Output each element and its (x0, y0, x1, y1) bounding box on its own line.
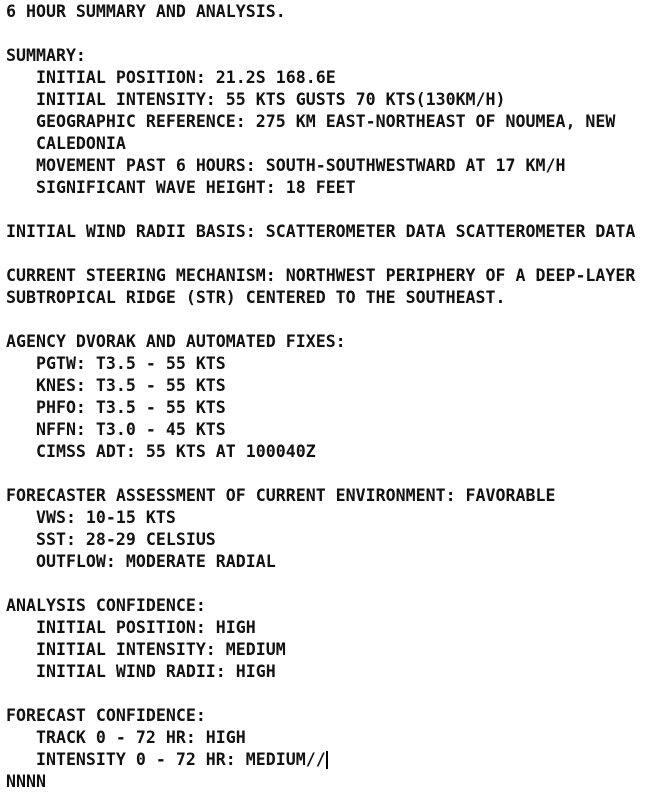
line-fix-cimss-adt: CIMSS ADT: 55 KTS AT 100040Z (6, 442, 316, 461)
line-initial-intensity: INITIAL INTENSITY: 55 KTS GUSTS 70 KTS(130KM/H) (6, 90, 506, 109)
line-six-hour-summary-heading: 6 HOUR SUMMARY AND ANALYSIS. (6, 2, 286, 21)
line-summary-heading: SUMMARY: (6, 46, 86, 65)
line-geographic-reference: GEOGRAPHIC REFERENCE: 275 KM EAST-NORTHEAST OF NOUMEA, NEW (6, 112, 616, 131)
line-fix-pgtw: PGTW: T3.5 - 55 KTS (6, 354, 226, 373)
line-geographic-reference-wrap: CALEDONIA (6, 134, 126, 153)
line-fix-nffn: NFFN: T3.0 - 45 KTS (6, 420, 226, 439)
text-caret (326, 751, 328, 769)
line-steering-mechanism: CURRENT STEERING MECHANISM: NORTHWEST PERIPHERY OF A DEEP-LAYER (6, 266, 636, 285)
line-initial-position: INITIAL POSITION: 21.2S 168.6E (6, 68, 336, 87)
line-sst: SST: 28-29 CELSIUS (6, 530, 216, 549)
line-analysis-initial-intensity: INITIAL INTENSITY: MEDIUM (6, 640, 286, 659)
line-vws: VWS: 10-15 KTS (6, 508, 176, 527)
line-blank (6, 573, 645, 595)
line-wind-radii-basis: INITIAL WIND RADII BASIS: SCATTEROMETER DATA SCATTEROMETER DATA (6, 222, 636, 241)
line-analysis-confidence-heading: ANALYSIS CONFIDENCE: (6, 596, 206, 615)
line-fix-knes: KNES: T3.5 - 55 KTS (6, 376, 226, 395)
line-blank (6, 463, 645, 485)
line-analysis-initial-position: INITIAL POSITION: HIGH (6, 618, 256, 637)
line-forecast-confidence-heading: FORECAST CONFIDENCE: (6, 706, 206, 725)
line-significant-wave-height: SIGNIFICANT WAVE HEIGHT: 18 FEET (6, 178, 356, 197)
line-forecast-intensity (6, 749, 645, 771)
line-blank (6, 23, 645, 45)
line-forecast-track: TRACK 0 - 72 HR: HIGH (6, 728, 246, 747)
line-blank (6, 683, 645, 705)
line-steering-mechanism-wrap: SUBTROPICAL RIDGE (STR) CENTERED TO THE SOUTHEAST. (6, 288, 506, 307)
line-agency-fixes-heading: AGENCY DVORAK AND AUTOMATED FIXES: (6, 332, 346, 351)
line-blank (6, 309, 645, 331)
line-forecaster-assessment: FORECASTER ASSESSMENT OF CURRENT ENVIRONMENT: FAVORABLE (6, 486, 556, 505)
line-nnnn: NNNN (6, 772, 46, 791)
line-movement-past-6-hours: MOVEMENT PAST 6 HOURS: SOUTH-SOUTHWESTWARD AT 17 KM/H (6, 156, 566, 175)
line-forecast-intensity-text: INTENSITY 0 - 72 HR: MEDIUM// (6, 750, 326, 769)
line-outflow: OUTFLOW: MODERATE RADIAL (6, 552, 276, 571)
line-fix-phfo: PHFO: T3.5 - 55 KTS (6, 398, 226, 417)
line-analysis-initial-wind-radii: INITIAL WIND RADII: HIGH (6, 662, 276, 681)
line-blank (6, 199, 645, 221)
line-blank (6, 243, 645, 265)
